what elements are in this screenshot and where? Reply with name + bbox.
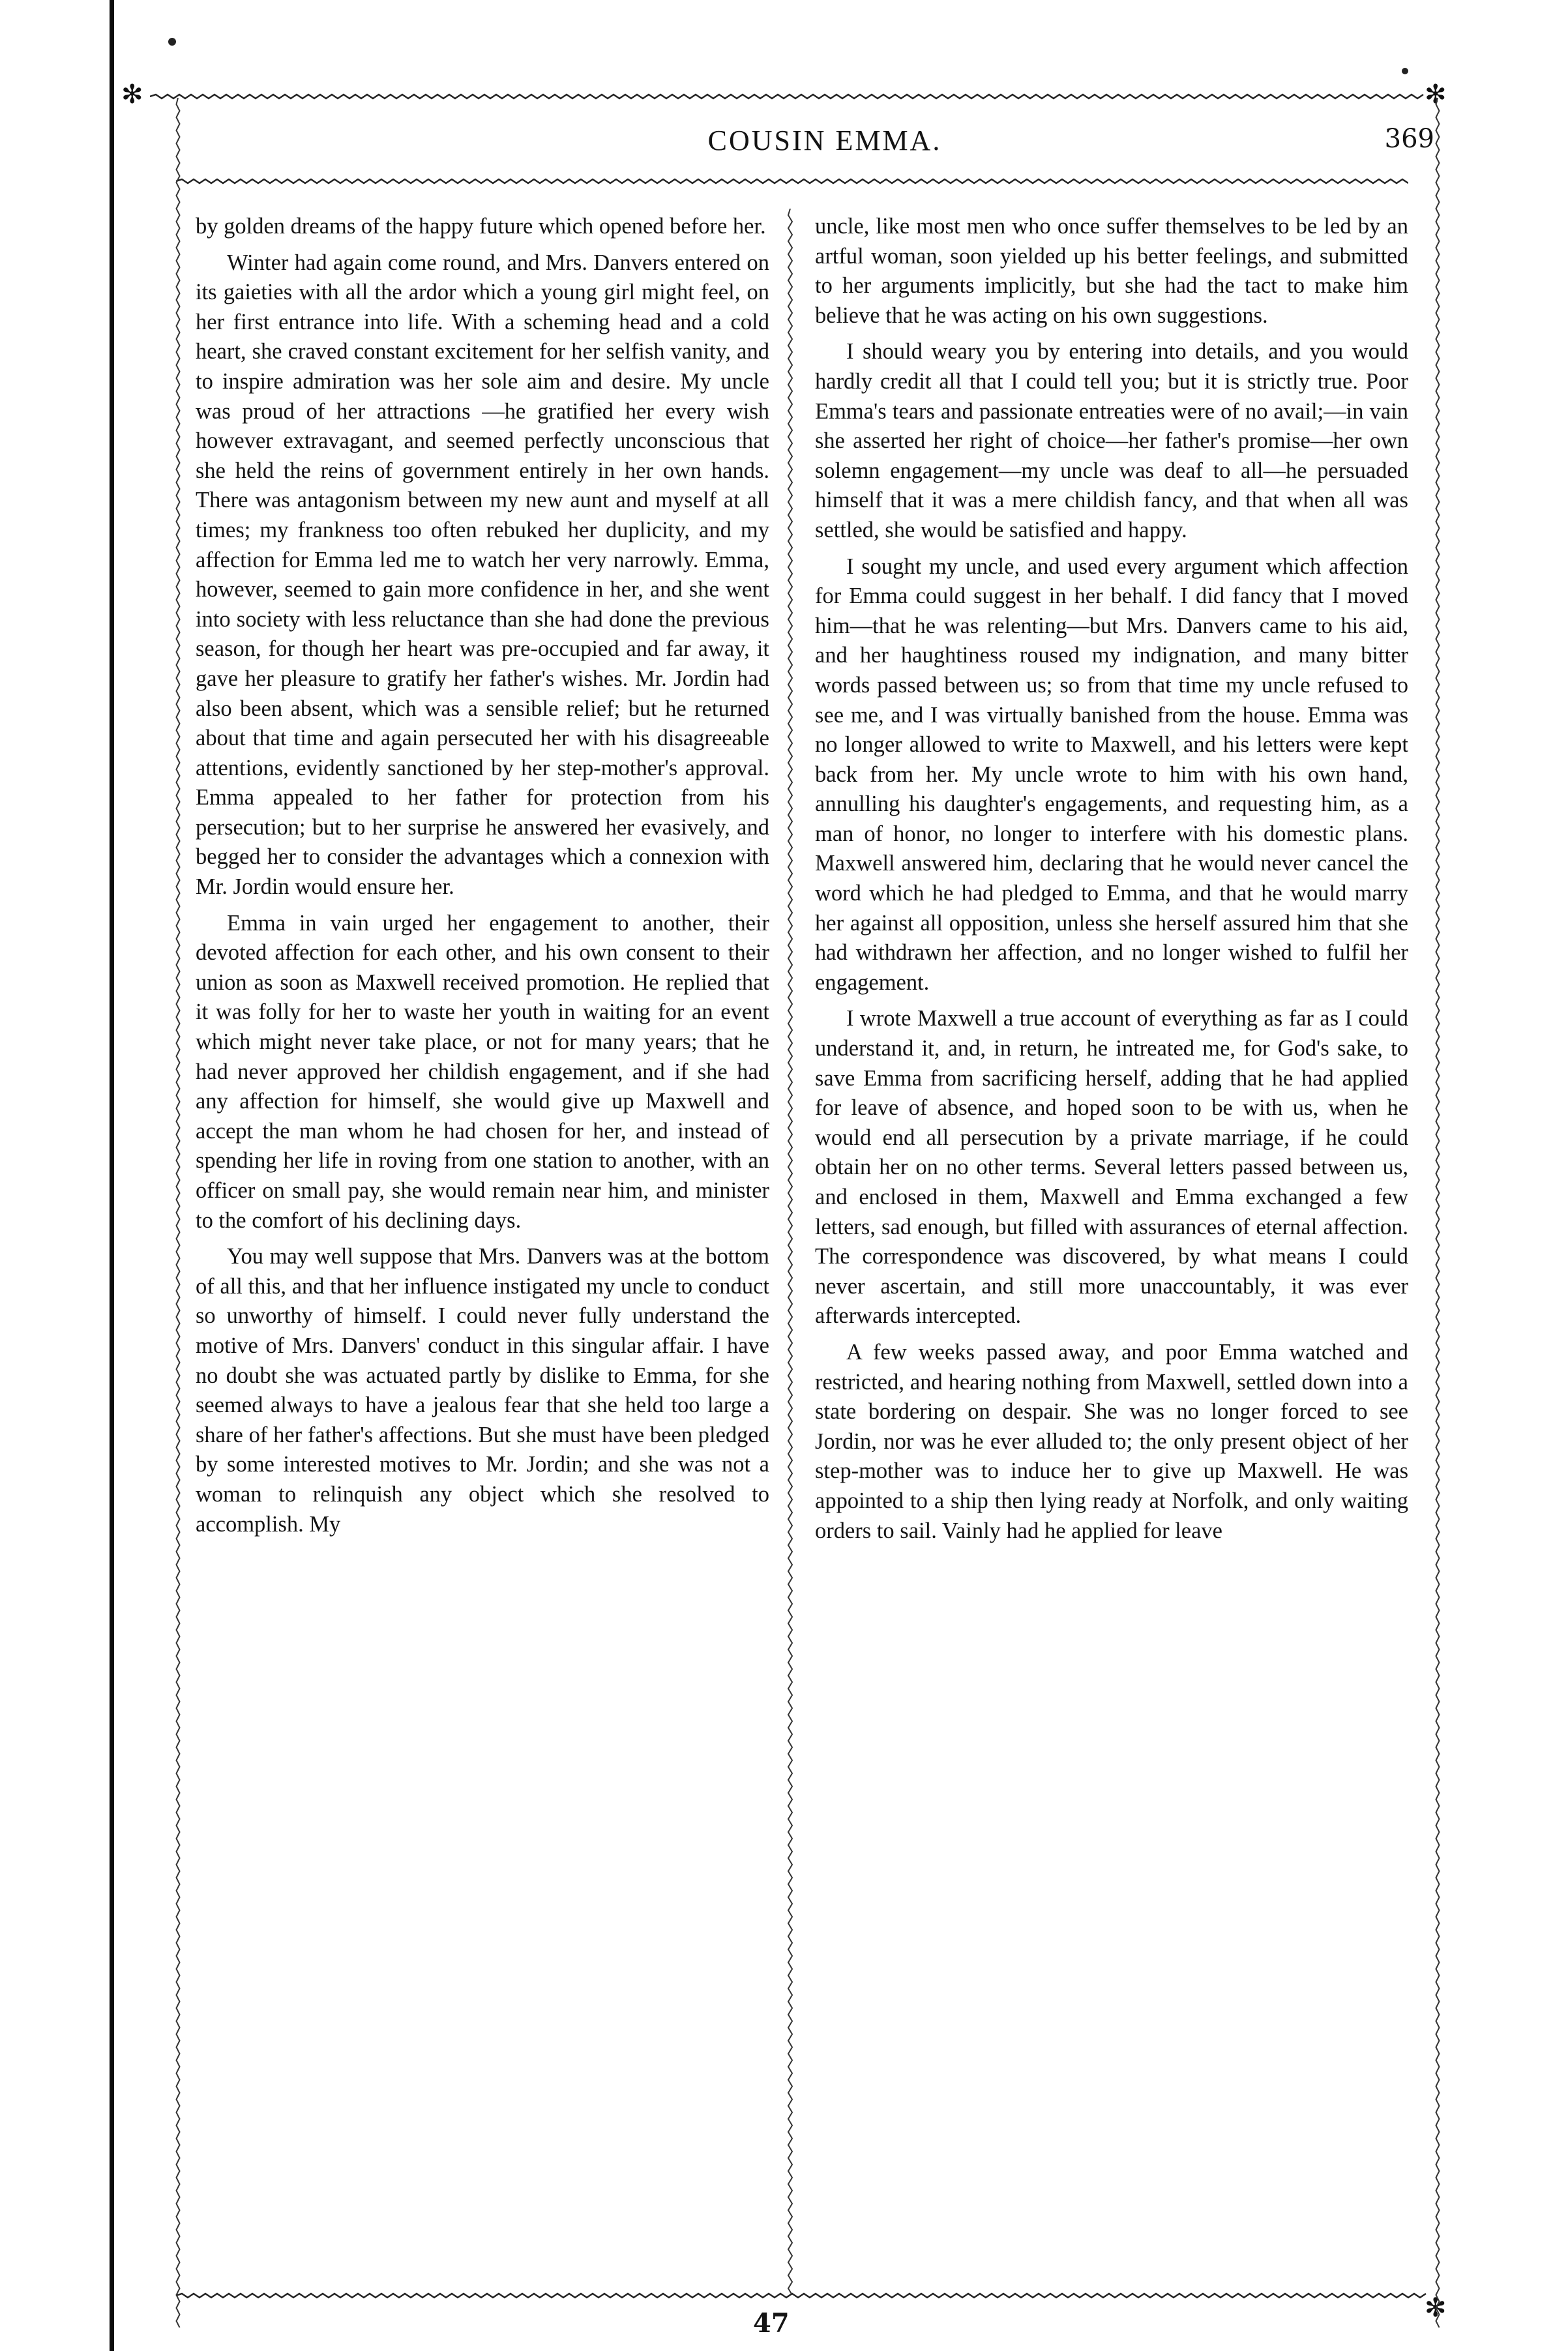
column-divider	[786, 209, 795, 2295]
left-column	[196, 212, 769, 2292]
paragraph: I sought my uncle, and used every argument which affection for Emma could suggest in her behalf. I did fancy that I moved him—that he was relenting—but Mrs. Danvers came to his aid, and her haughtiness roused my indignation, and many bitter words passed between us; so from that time my uncle refused to see me, and I was virtually banished from the house. Emma was no longer allowed to write to Maxwell, and his letters were kept back from her. My uncle wrote to him with his own hand, annulling his daughter's engagements, and requesting him, as a man of honor, no longer to interfere with his domestic plans. Maxwell answered him, declaring that he would never cancel the word which he had pledged to Emma, and that he would marry her against all opposition, unless she herself assured him that she had withdrawn her affection, and no longer wished to fulfil her engagement.	[815, 554, 1408, 995]
paragraph: A few weeks passed away, and poor Emma watched and restricted, and hearing nothing from Maxwell, settled down into a state bordering on despair. She was no longer forced to see Jordin, nor was he ever alluded to; the only present object of her step-mother was to induce her to give up Maxwell. He was appointed to a ship then lying ready at Norfolk, and only waiting orders to sail. Vainly had he applied for leave	[815, 1339, 1408, 1543]
signature-mark: 47	[753, 2308, 790, 2339]
paragraph: by golden dreams of the happy future which opened before her.	[196, 214, 766, 239]
corner-ornament-bottom-right: ✻	[1425, 2293, 1447, 2323]
ink-speck	[1402, 68, 1408, 74]
ink-speck	[168, 38, 176, 46]
paragraph: Winter had again come round, and Mrs. Danvers entered on its gaieties with all the ardor which a young girl might feel, on her first entrance into life. With a scheming head and a cold heart, she craved constant excitement for her selfish vanity, and to inspire admiration was her sole aim and desire. My uncle was proud of her attractions —he gratified her every wish however extravagant, and seemed perfectly unconscious that she held the reins of government entirely in her own hands. There was antagonism between my new aunt and myself at all times; my frankness too often rebuked her duplicity, and my affection for Emma led me to watch her very narrowly. Emma, however, seemed to gain more confidence in her, and she went into society with less reluctance than she had done the previous season, for though her heart was pre-occupied and far away, it gave her pleasure to gratify her father's wishes. Mr. Jordin had also been absent, which was a sensible relief; but he returned about that time and again persecuted her with his disagreeable attentions, evidently sanctioned by her step-mother's approval. Emma appealed to her father for protection from his persecution; but to her surprise he answered her evasively, and begged her to consider the advantages which a connexion with Mr. Jordin would ensure her.	[196, 250, 769, 900]
paragraph: I wrote Maxwell a true account of everything as far as I could understand it, and, in return, he intreated me, for God's sake, to save Emma from sacrificing herself, adding that he had applied for leave of absence, and hoped soon to be with us, when he would end all persecution by a private marriage, if he could obtain her on no other terms. Several letters passed between us, and enclosed in them, Maxwell and Emma exchanged a few letters, sad enough, but filled with assurances of eternal affection. The correspondence was discovered, by what means I could never ascertain, and still more unaccountably, it was ever afterwards intercepted.	[815, 1006, 1408, 1329]
running-title: COUSIN EMMA.	[707, 125, 942, 156]
page-margin	[0, 0, 110, 2351]
bottom-border-rule	[176, 2292, 1428, 2299]
top-border-rule	[150, 93, 1428, 100]
book-spine-edge	[110, 0, 114, 2351]
header-underline-rule	[176, 177, 1408, 185]
paragraph: I should weary you by entering into details, and you would hardly credit all that I could tell you; but it is strictly true. Poor Emma's tears and passionate entreaties were of no avail;—in vain she asserted her right of choice—her father's promise—her own solemn engagement—my uncle was deaf to all—he persuaded himself that it was a mere childish fancy, and that when all was settled, she would be satisfied and happy.	[815, 339, 1408, 542]
paragraph: uncle, like most men who once suffer themselves to be led by an artful woman, soon yielded up his better feelings, and submitted to her arguments implicitly, but she had the tact to make him believe that he was acting on his own suggestions.	[815, 214, 1408, 328]
right-column	[815, 212, 1408, 2292]
paragraph: Emma in vain urged her engagement to another, their devoted affection for each other, and his own consent to their union as soon as Maxwell received promotion. He replied that it was folly for her to waste her youth in waiting for an event which might never take place, or not for many years; that he had never approved her childish engagement, and if she had any affection for himself, she would give up Maxwell and accept the man whom he had chosen for her, and instead of spending her life in roving from one station to another, with an officer on small pay, she would remain near him, and minister to the comfort of his declining days.	[196, 910, 769, 1233]
right-border-rule	[1434, 98, 1441, 2328]
corner-ornament-top-left: ✻	[121, 80, 143, 110]
paragraph: You may well suppose that Mrs. Danvers was at the bottom of all this, and that her influence instigated my uncle to conduct so unworthy of himself. I could never fully understand the motive of Mrs. Danvers' conduct in this singular affair. I have no doubt she was actuated partly by dislike to Emma, for she seemed always to have a jealous fear that she held too large a share of her father's affections. But she must have been pledged by some interested motives to Mr. Jordin; and she was not a woman to relinquish any object which she resolved to accomplish. My	[196, 1244, 769, 1537]
page-number: 369	[1384, 124, 1434, 154]
page-header	[196, 124, 1454, 170]
left-border-rule	[175, 98, 181, 2328]
corner-ornament-top-right: ✻	[1425, 80, 1447, 110]
